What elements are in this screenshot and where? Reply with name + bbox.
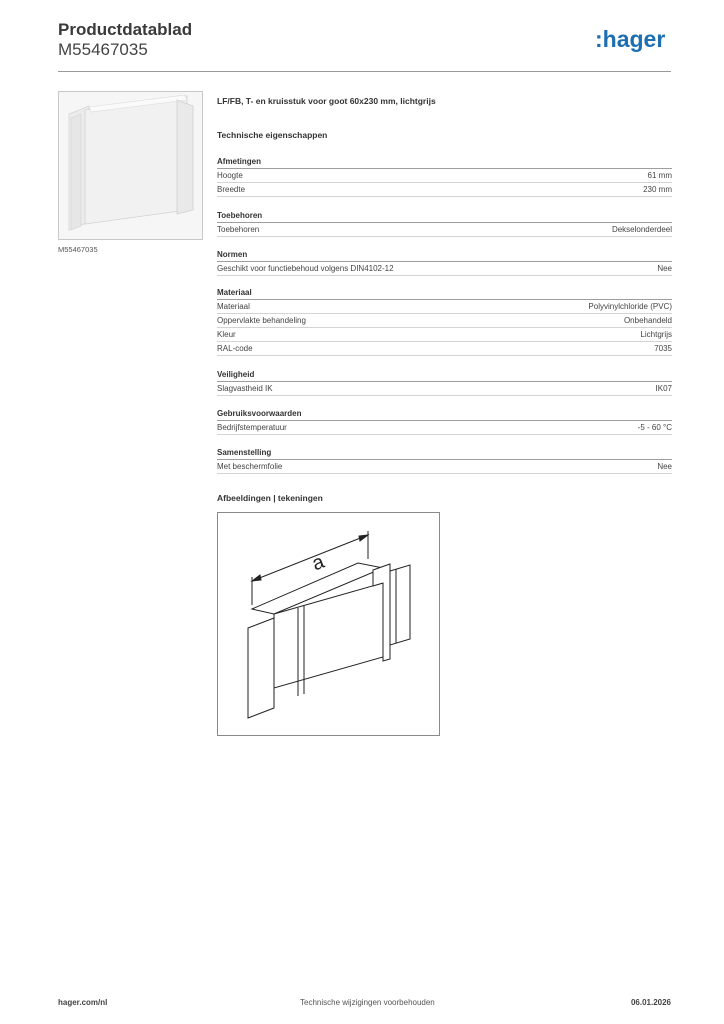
- table-row: Oppervlakte behandeling Onbehandeld: [217, 314, 672, 328]
- photo-caption: M55467035: [58, 245, 98, 254]
- table-row: Breedte 230 mm: [217, 183, 672, 197]
- section-heading: Samenstelling: [217, 446, 672, 460]
- section-heading: Afmetingen: [217, 155, 672, 169]
- table-row: Slagvastheid IK IK07: [217, 382, 672, 396]
- dimension-label: a: [309, 550, 328, 576]
- section-heading: Veiligheid: [217, 368, 672, 382]
- footer-date: 06.01.2026: [630, 998, 671, 1007]
- section-gebruiksvoorwaarden: [217, 407, 672, 435]
- table-row: Bedrijfstemperatuur -5 - 60 °C: [217, 421, 672, 435]
- section-toebehoren: [217, 209, 672, 237]
- figures-heading: Afbeeldingen | tekeningen: [217, 493, 323, 503]
- hager-logo: [595, 28, 675, 57]
- tech-heading: Technische eigenschappen: [217, 130, 328, 140]
- table-row: Hoogte 61 mm: [217, 169, 672, 183]
- section-veiligheid: [217, 368, 672, 396]
- section-heading: Normen: [217, 248, 672, 262]
- table-row: RAL-code 7035: [217, 342, 672, 356]
- section-materiaal: [217, 286, 672, 356]
- table-row: Kleur Lichtgrijs: [217, 328, 672, 342]
- footer-website[interactable]: hager.com/nl: [58, 998, 108, 1007]
- technical-drawing: [217, 512, 440, 736]
- table-row: Geschikt voor functiebehoud volgens DIN4102-12 Nee: [217, 262, 672, 276]
- product-title: LF/FB, T- en kruisstuk voor goot 60x230 mm, lichtgrijs: [217, 96, 436, 106]
- section-heading: Materiaal: [217, 286, 672, 300]
- table-row: Met beschermfolie Nee: [217, 460, 672, 474]
- header-divider: [58, 71, 671, 72]
- section-normen: [217, 248, 672, 276]
- section-samenstelling: [217, 446, 672, 474]
- section-heading: Gebruiksvoorwaarden: [217, 407, 672, 421]
- section-heading: Toebehoren: [217, 209, 672, 223]
- product-photo: [58, 91, 203, 240]
- section-afmetingen: [217, 155, 672, 197]
- hager-logo-text: :hager: [595, 28, 666, 52]
- page-title: Productdatablad: [58, 20, 193, 39]
- table-row: Toebehoren Dekselonderdeel: [217, 223, 672, 237]
- footer-notice: Technische wijzigingen voorbehouden: [300, 998, 435, 1007]
- table-row: Materiaal Polyvinylchloride (PVC): [217, 300, 672, 314]
- hager-logo-graphic: [595, 28, 675, 52]
- product-code: M55467035: [58, 40, 148, 59]
